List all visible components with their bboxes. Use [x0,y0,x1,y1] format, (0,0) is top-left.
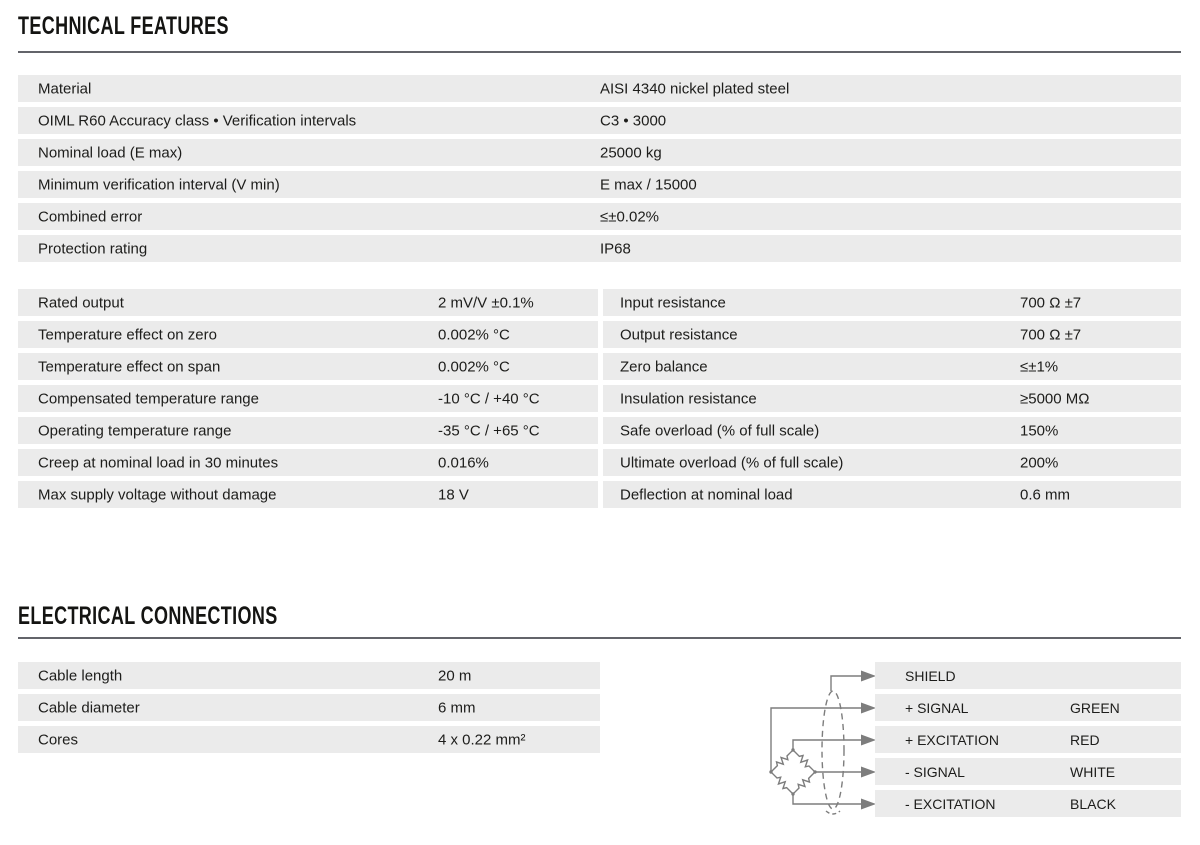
wire-color-table [875,662,1181,822]
spec-value: 18 V [438,486,469,503]
spec-value: 0.002% °C [438,358,510,375]
spec-value: 0.016% [438,454,489,471]
spec-label: Protection rating [38,240,148,257]
spec-value: IP68 [600,240,631,257]
section-divider [18,637,1181,639]
table-row [875,758,1181,785]
spec-value: 0.002% °C [438,326,510,343]
table-row [18,385,598,412]
spec-value: 20 m [438,667,472,684]
spec-value: 6 mm [438,699,476,716]
wire-color: BLACK [1070,795,1116,812]
wire-color: WHITE [1070,763,1116,780]
arrow-icon [861,767,876,778]
table-row [18,353,598,380]
spec-label: Ultimate overload (% of full scale) [620,454,844,471]
spec-label: Compensated temperature range [38,390,259,407]
spec-label: OIML R60 Accuracy class • Verification intervals [38,112,357,129]
spec-label: Input resistance [620,294,726,311]
spec-label: Zero balance [620,358,708,375]
wire-label: + EXCITATION [905,731,999,748]
plus-excitation-wire [793,740,862,750]
spec-value: 25000 kg [600,144,662,161]
table-row [875,694,1181,721]
table-row [18,139,1181,166]
wheatstone-bridge-icon [769,748,818,797]
table-row [875,662,1181,689]
technical-features-heading: TECHNICAL FEATURES [18,12,229,40]
table-row [18,203,1181,230]
spec-label: Material [38,80,92,97]
table-row [603,417,1181,444]
spec-label: Temperature effect on zero [38,326,217,343]
spec-label: Insulation resistance [620,390,757,407]
table-row [603,449,1181,476]
spec-label: Deflection at nominal load [620,486,793,503]
spec-value: -10 °C / +40 °C [438,390,540,407]
table-row [18,235,1181,262]
spec-label: Combined error [38,208,143,225]
spec-label: Cores [38,731,79,748]
arrow-icon [861,671,876,682]
table-row [18,726,600,753]
wire-label: - SIGNAL [905,763,965,780]
table-row [18,75,1181,102]
spec-label: Temperature effect on span [38,358,221,375]
spec-value: ≤±1% [1020,358,1059,375]
table-row [18,694,600,721]
spec-value: 700 Ω ±7 [1020,294,1082,311]
spec-value: AISI 4340 nickel plated steel [600,80,790,97]
table-row [18,417,598,444]
shield-wire [831,676,862,691]
wire-color: GREEN [1070,699,1120,716]
spec-label: Safe overload (% of full scale) [620,422,820,439]
table-row [18,171,1181,198]
spec-label: Minimum verification interval (V min) [38,176,280,193]
spec-label: Operating temperature range [38,422,232,439]
spec-value: 150% [1020,422,1059,439]
general-specs-table [18,75,1181,267]
spec-value: ≥5000 MΩ [1020,390,1090,407]
spec-value: 0.6 mm [1020,486,1071,503]
table-row [18,449,598,476]
table-row [18,662,600,689]
table-row [18,321,598,348]
wire-color: RED [1070,731,1100,748]
table-row [875,726,1181,753]
cable-specs-table [18,662,600,758]
spec-label: Output resistance [620,326,738,343]
table-row [603,289,1181,316]
wire-label: + SIGNAL [905,699,969,716]
spec-label: Max supply voltage without damage [38,486,277,503]
spec-value: ≤±0.02% [600,208,659,225]
arrow-icon [861,703,876,714]
spec-value: 2 mV/V ±0.1% [438,294,534,311]
wire-label: SHIELD [905,667,956,684]
spec-value: -35 °C / +65 °C [438,422,540,439]
table-row [603,385,1181,412]
cable-shield-icon [822,691,844,809]
spec-value: 4 x 0.22 mm² [438,731,526,748]
spec-label: Nominal load (E max) [38,144,183,161]
spec-value: 700 Ω ±7 [1020,326,1082,343]
spec-label: Creep at nominal load in 30 minutes [38,454,279,471]
table-row [18,481,598,508]
spec-value: C3 • 3000 [600,112,667,129]
cable-end-icon [826,811,840,814]
arrow-icon [861,735,876,746]
performance-specs-table-right [603,289,1181,513]
electrical-connections-heading: ELECTRICAL CONNECTIONS [18,602,278,630]
wire-label: - EXCITATION [905,795,996,812]
table-row [18,289,598,316]
arrow-icon [861,799,876,810]
performance-specs-table-left [18,289,598,513]
spec-value: 200% [1020,454,1059,471]
section-divider [18,51,1181,53]
table-row [603,481,1181,508]
spec-label: Cable length [38,667,123,684]
table-row [18,107,1181,134]
table-row [875,790,1181,817]
spec-value: E max / 15000 [600,176,697,193]
wiring-diagram [740,655,880,830]
spec-label: Cable diameter [38,699,140,716]
table-row [603,353,1181,380]
spec-label: Rated output [38,294,124,311]
table-row [603,321,1181,348]
